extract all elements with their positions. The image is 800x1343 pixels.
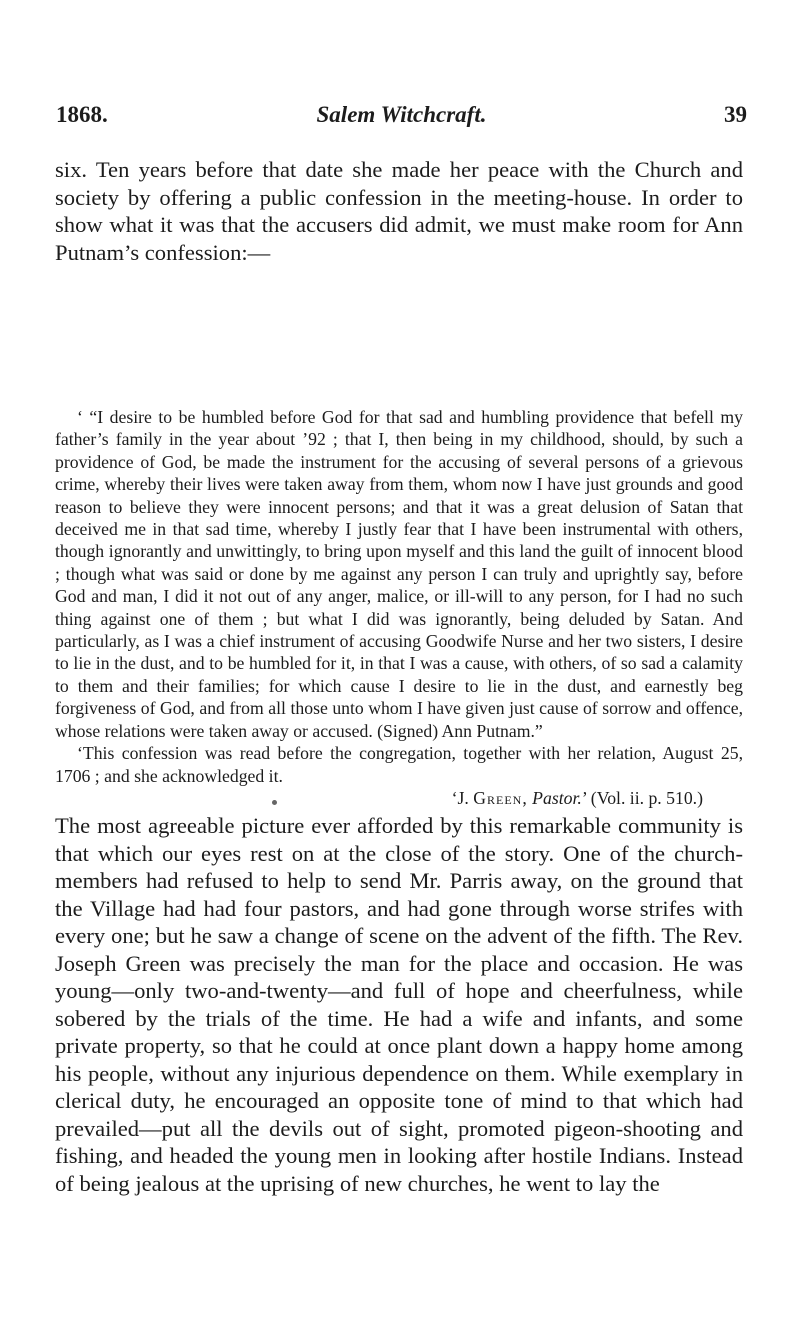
- closing-paragraph-block: [55, 812, 743, 1197]
- closing-paragraph: The most agreeable picture ever afforded by this remarkable community is that which our eyes rest on at the close of the story. One of the church-members had refused to help to send Mr. Parris away, on the ground that the Village had had four pastors, and had gone through worse strifes with every one; but he saw a change of scene on the advent of the fifth. The Rev. Joseph Green was precisely the man for the place and occasion. He was young—only two-and-twenty—and full of hope and cheerfulness, while sobered by the trials of the time. He had a wife and infants, and some private property, so that he could at once plant down a happy home among his people, without any injurious dependence on them. While exemplary in clerical duty, he encouraged an opposite tone of mind to that which had prevailed—put all the devils out of sight, promoted pigeon-shooting and fishing, and headed the young men in looking after hostile Indians. Instead of being jealous at the uprising of new churches, he went to lay the: [55, 813, 743, 1196]
- intro-paragraph: six. Ten years before that date she made her peace with the Church and society by offering a public confession in the meeting-house. In order to show what it was that the accusers did admit, we must make room for Ann Putnam’s confession:—: [55, 157, 743, 265]
- signature-role: Pastor.: [532, 787, 582, 808]
- section-mark: [272, 800, 277, 805]
- signature-closing: ’ (Vol. ii. p. 510.): [581, 787, 703, 808]
- signature-name: Green,: [473, 787, 528, 808]
- confession-signature: [55, 787, 743, 809]
- confession-block: [55, 406, 743, 809]
- confession-quote: ‘ “I desire to be humbled before God for that sad and humbling providence that befell my father’s family in the year about ’92 ; that I, then being in my childhood, should, by such a providence of God, be made the instrument for the accusing of several persons of a grievous crime, whereby their lives were taken away from them, whom now I have just grounds and good reason to believe they were innocent persons; and that it was a great delusion of Satan that deceived me in that sad time, whereby I justly fear that I have been instrumental with others, though ignorantly and unwittingly, to bring upon myself and this land the guilt of innocent blood ; though what was said or done by me against any person I can truly and uprightly say, before God and man, I did it not out of any anger, malice, or ill-will to any person, for I had no such thing against one of them ; but what I did was ignorantly, being deluded by Satan. And particularly, as I was a chief instrument of accusing Goodwife Nurse and her two sisters, I desire to lie in the dust, and to be humbled for it, in that I was a cause, with others, of so sad a calamity to them and their families; for which cause I desire to lie in the dust, and earnestly beg forgiveness of God, and from all those unto whom I have given just cause of sorrow and offence, whose relations were taken away or accused. (Signed) Ann Putnam.”: [55, 407, 743, 741]
- confession-note: ‘This confession was read before the congregation, together with her relation, August 25, 1706 ; and she acknowledged it.: [55, 743, 743, 786]
- running-header: [56, 98, 747, 132]
- page-number: 39: [724, 102, 747, 127]
- signature-opening: ‘J.: [451, 787, 469, 808]
- header-year: 1868.: [56, 102, 108, 127]
- header-title: Salem Witchcraft.: [316, 102, 487, 127]
- intro-paragraph-block: [55, 156, 743, 266]
